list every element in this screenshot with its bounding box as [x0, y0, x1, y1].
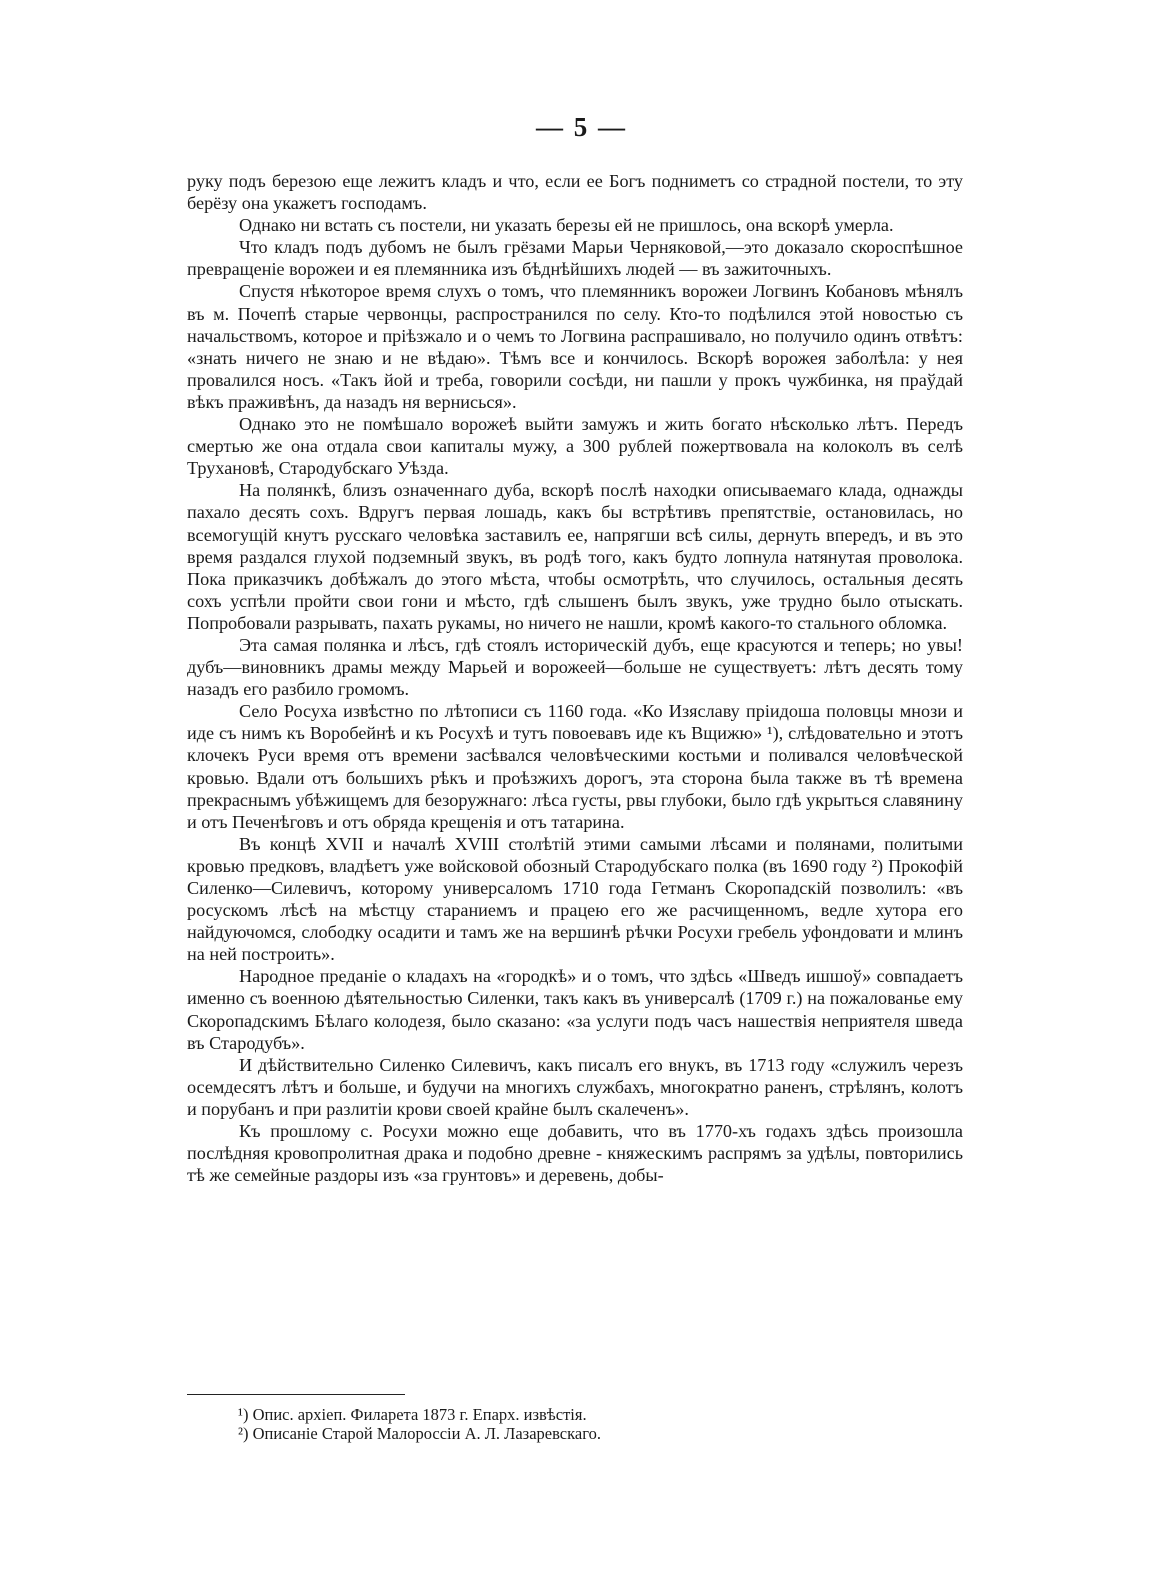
footnotes — [238, 1405, 938, 1443]
paragraph: Спустя нѣкоторое время слухъ о томъ, что племянникъ ворожеи Логвинъ Кобановъ мѣнялъ въ м. Почепѣ старые червонцы, распространился по селу. Кто-то подѣлился этой новостью съ начальствомъ, которое и прiѣзжало и о чемъ то Логвина распрашивало, но получило одинъ отвѣтъ: «знать ничего не знаю и не вѣдаю». Тѣмъ все и кончилось. Вскорѣ ворожея заболѣла: у нея провалился носъ. «Такъ йой и треба, говорили сосѣди, ни пашли у прокъ чужбинка, ня праўдай вѣкъ праживѣнъ, да назадъ ня вернисься». — [187, 281, 963, 412]
paragraph: Къ прошлому с. Росухи можно еще добавить, что въ 1770-хъ годахъ здѣсь произошла послѣдняя кровопролитная драка и подобно древне - княжескимъ распрямъ за удѣлы, повторились тѣ же семейные раздоры изъ «за грунтовъ» и деревень, добы- — [187, 1121, 963, 1186]
paragraph: Народное преданiе о кладахъ на «городкѣ» и о томъ, что здѣсь «Шведъ ишшоў» совпадаетъ именно съ военною дѣятельностью Силенки, такъ какъ въ универсалѣ (1709 г.) на пожалованье ему Скоропадскимъ Бѣлаго колодезя, было сказано: «за услуги подъ часъ нашествiя неприятеля шведа въ Стародубъ». — [187, 966, 963, 1053]
footnote-divider — [187, 1394, 405, 1395]
paragraph: руку подъ березою еще лежитъ кладъ и что, если ее Богъ подниметъ со страдной постели, то эту берёзу она укажетъ господамъ. — [187, 171, 963, 214]
footnote-2 — [238, 1424, 938, 1443]
paragraph: Что кладъ подъ дубомъ не былъ грёзами Марьи Черняковой,—это доказало скороспѣшное превращенiе ворожеи и ея племянника изъ бѣднѣйшихъ людей — въ зажиточныхъ. — [187, 237, 963, 280]
paragraph: Эта самая полянка и лѣсъ, гдѣ стоялъ историческiй дубъ, еще красуются и теперь; но увы! дубъ—виновникъ драмы между Марьей и ворожеей—больше не существуетъ: лѣтъ десять тому назадъ его разбило громомъ. — [187, 634, 963, 700]
paragraph: И дѣйствительно Силенко Силевичъ, какъ писалъ его внукъ, въ 1713 году «служилъ черезъ осемдесятъ лѣтъ и больше, и будучи на многихъ службахъ, многократно раненъ, стрѣлянъ, колотъ и порубанъ и при разлитiи крови своей крайне былъ скалеченъ». — [187, 1054, 963, 1119]
footnote-1 — [238, 1405, 938, 1424]
footnote-mark: ²) — [238, 1424, 249, 1443]
footnote-text: Описанiе Старой Малороссiи А. Л. Лазаревскаго. — [252, 1424, 601, 1443]
paragraph: Однако ни встать съ постели, ни указать березы ей не пришлось, она вскорѣ умерла. — [239, 215, 894, 236]
paragraph: Село Росуха извѣстно по лѣтописи съ 1160 года. «Ко Изяславу прiидоша половцы мнози и иде съ нимъ къ Воробейнѣ и къ Росухѣ и тутъ повоевавъ иде къ Вщижю» ¹), слѣдовательно и этотъ клочекъ Руси время отъ времени засѣвался человѣческими костьми и поливался человѣческой кровью. Вдали отъ большихъ рѣкъ и проѣзжихъ дорогъ, эта сторона была также въ тѣ времена прекраснымъ убѣжищемъ для безоружнаго: лѣса густы, рвы глубоки, было гдѣ укрыться славянину и отъ Печенѣговъ и отъ обряда крещенiя и отъ татарина. — [187, 701, 963, 832]
paragraph: На полянкѣ, близъ означеннаго дуба, вскорѣ послѣ находки описываемаго клада, однажды пахало десять сохъ. Вдругъ первая лошадь, какъ бы встрѣтивъ препятствiе, остановилась, но всемогущiй кнутъ русскаго человѣка заставилъ ее, напрягши всѣ силы, дернуть впередъ, и въ это время раздался глухой подземный звукъ, въ родѣ того, какъ будто лопнула натянутая проволока. Пока приказчикъ добѣжалъ до этого мѣста, чтобы осмотрѣть, что случилось, остальныя десять сохъ успѣли пройти свои гони и мѣсто, гдѣ слышенъ былъ звукъ, уже трудно было отыскать. Попробовали разрывать, пахать рукамы, но ничего не нашли, кромѣ какого-то стального обломка. — [187, 480, 963, 633]
paragraph: Въ концѣ XVII и началѣ XVIII столѣтiй этими самыми лѣсами и полянами, политыми кровью предковъ, владѣетъ уже войсковой обозный Стародубскаго полка (въ 1690 году ²) Прокофiй Силенко—Силевичъ, которому универсаломъ 1710 года Гетманъ Скоропадскiй позволилъ: «въ росускомъ лѣсѣ на мѣстцу стараниемъ и працею его же расчищенномъ, ведле хутора его найдуючомся, слободку осадити и тамъ же на вершинѣ рѣчки Росухи гребель уфондовати и млинъ на ней построить». — [187, 833, 963, 965]
page-number: — 5 — — [536, 112, 627, 142]
body-text — [187, 170, 963, 1186]
footnote-mark: ¹) — [238, 1405, 249, 1424]
paragraph: Однако это не помѣшало ворожеѣ выйти замужъ и жить богато нѣсколько лѣтъ. Передъ смертью же она отдала свои капиталы мужу, а 300 рублей пожертвовала на колоколъ въ селѣ Трухановѣ, Стародубскаго Уѣзда. — [187, 414, 963, 479]
footnote-text: Опис. архiеп. Филарета 1873 г. Епарх. извѣстiя. — [252, 1405, 587, 1424]
